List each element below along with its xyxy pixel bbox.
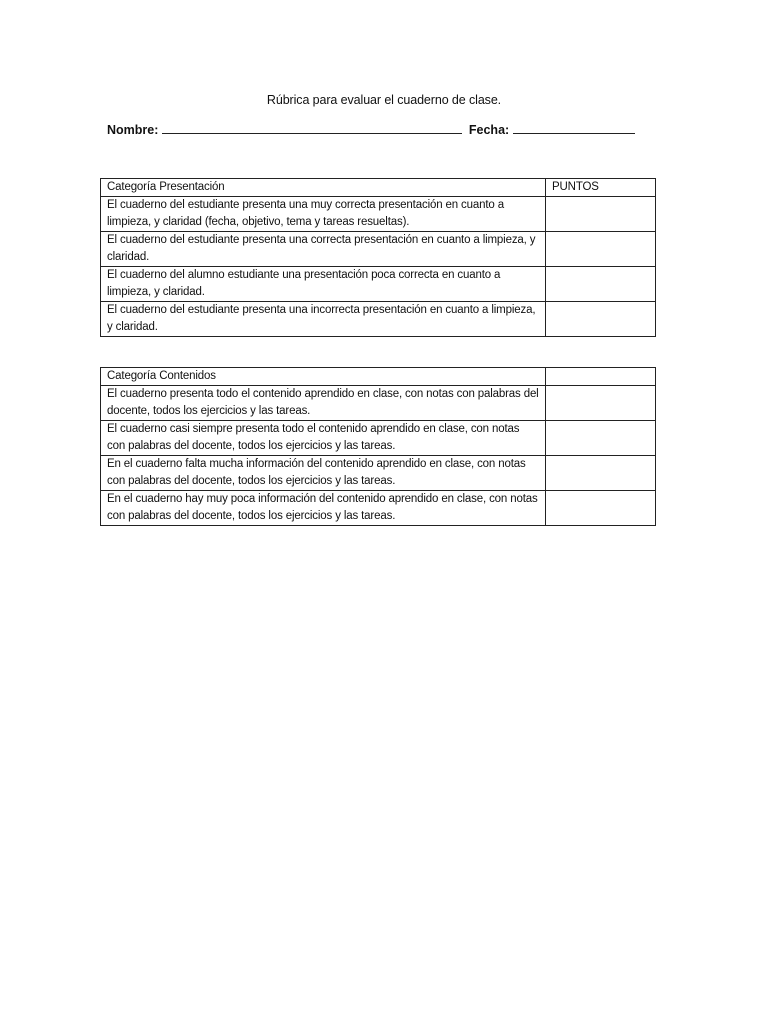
criterion-text: El cuaderno del alumno estudiante una presentación poca correcta en cuanto a limpieza, y claridad. (101, 267, 546, 302)
criterion-text: El cuaderno del estudiante presenta una correcta presentación en cuanto a limpieza, y claridad. (101, 232, 546, 267)
points-header (546, 368, 656, 386)
criterion-text: El cuaderno presenta todo el contenido aprendido en clase, con notas con palabras del docente, todos los ejercicios y las tareas. (101, 386, 546, 421)
category-header: Categoría Contenidos (101, 368, 546, 386)
category-header: Categoría Presentación (101, 179, 546, 197)
points-cell (546, 491, 656, 526)
table-row (101, 491, 656, 526)
table-row (101, 267, 656, 302)
nombre-label: Nombre: (107, 123, 159, 137)
document-title: Rúbrica para evaluar el cuaderno de clase. (266, 93, 502, 107)
criterion-text: En el cuaderno hay muy poca información del contenido aprendido en clase, con notas con palabras del docente, todos los ejercicios y las tareas. (101, 491, 546, 526)
fecha-blank-line (513, 121, 635, 134)
table-row (101, 456, 656, 491)
header-fields (107, 121, 635, 137)
points-cell (546, 232, 656, 267)
contenidos-table (100, 367, 656, 526)
points-cell (546, 421, 656, 456)
table-row (101, 386, 656, 421)
table-row (101, 421, 656, 456)
criterion-text: En el cuaderno falta mucha información del contenido aprendido en clase, con notas con palabras del docente, todos los ejercicios y las tareas. (101, 456, 546, 491)
table-row (101, 302, 656, 337)
points-cell (546, 456, 656, 491)
presentacion-table (100, 178, 656, 337)
table-row (101, 197, 656, 232)
criterion-text: El cuaderno casi siempre presenta todo el contenido aprendido en clase, con notas con palabras del docente, todos los ejercicios y las tareas. (101, 421, 546, 456)
criterion-text: El cuaderno del estudiante presenta una muy correcta presentación en cuanto a limpieza, y claridad (fecha, objetivo, tema y tareas resueltas). (101, 197, 546, 232)
points-cell (546, 197, 656, 232)
criterion-text: El cuaderno del estudiante presenta una incorrecta presentación en cuanto a limpieza, y claridad. (101, 302, 546, 337)
points-cell (546, 267, 656, 302)
points-header: PUNTOS (546, 179, 656, 197)
table-header-row (101, 179, 656, 197)
points-cell (546, 386, 656, 421)
fecha-label: Fecha: (468, 123, 510, 137)
points-cell (546, 302, 656, 337)
nombre-blank-line (162, 121, 462, 134)
table-row (101, 232, 656, 267)
table-header-row (101, 368, 656, 386)
